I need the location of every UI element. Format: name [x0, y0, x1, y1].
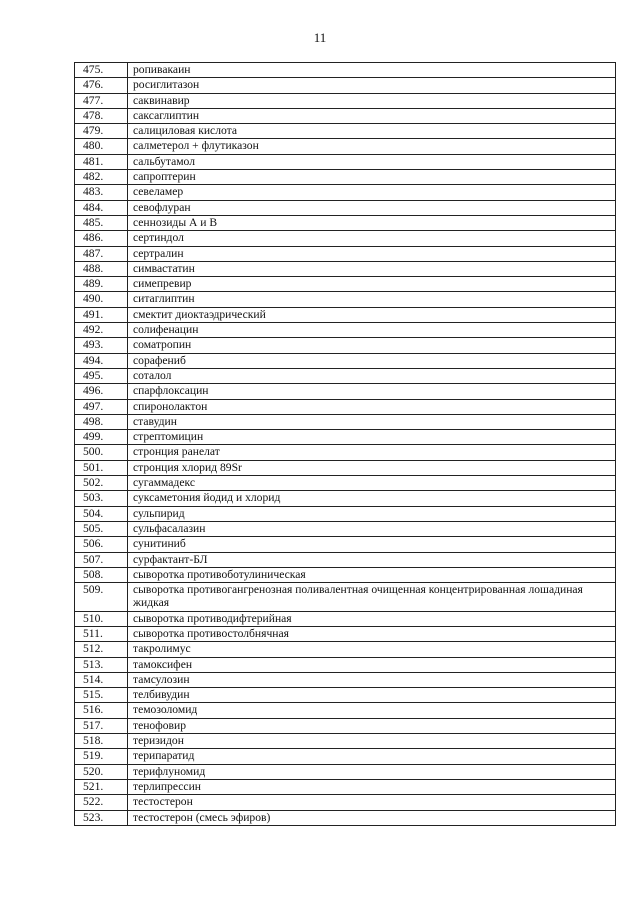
- drug-name: симепревир: [128, 277, 616, 292]
- drug-name: тестостерон: [128, 795, 616, 810]
- drug-name: симвастатин: [128, 261, 616, 276]
- table-row: [75, 261, 616, 276]
- row-number: 511.: [75, 626, 128, 641]
- drug-name: сапроптерин: [128, 170, 616, 185]
- drug-name: сертралин: [128, 246, 616, 261]
- drug-name: спарфлоксацин: [128, 384, 616, 399]
- row-number: 485.: [75, 215, 128, 230]
- table-row: [75, 642, 616, 657]
- row-number: 502.: [75, 476, 128, 491]
- drug-name: стрептомицин: [128, 430, 616, 445]
- drug-name: терлипрессин: [128, 779, 616, 794]
- drug-name: сунитиниб: [128, 537, 616, 552]
- drug-name: сыворотка противостолбнячная: [128, 626, 616, 641]
- drug-name: смектит диоктаэдрический: [128, 307, 616, 322]
- table-row: [75, 399, 616, 414]
- drug-name: суксаметония йодид и хлорид: [128, 491, 616, 506]
- row-number: 498.: [75, 414, 128, 429]
- table-row: [75, 521, 616, 536]
- row-number: 505.: [75, 521, 128, 536]
- table-row: [75, 795, 616, 810]
- table-row: [75, 672, 616, 687]
- table-row: [75, 215, 616, 230]
- row-number: 476.: [75, 78, 128, 93]
- row-number: 492.: [75, 323, 128, 338]
- row-number: 514.: [75, 672, 128, 687]
- drug-list-body: [75, 63, 616, 826]
- drug-name: сальбутамол: [128, 154, 616, 169]
- table-row: [75, 353, 616, 368]
- table-row: [75, 626, 616, 641]
- table-row: [75, 611, 616, 626]
- drug-name: темозоломид: [128, 703, 616, 718]
- row-number: 482.: [75, 170, 128, 185]
- drug-name: терипаратид: [128, 749, 616, 764]
- row-number: 487.: [75, 246, 128, 261]
- table-row: [75, 734, 616, 749]
- row-number: 508.: [75, 567, 128, 582]
- row-number: 507.: [75, 552, 128, 567]
- row-number: 478.: [75, 108, 128, 123]
- row-number: 484.: [75, 200, 128, 215]
- row-number: 490.: [75, 292, 128, 307]
- drug-name: севофлуран: [128, 200, 616, 215]
- drug-name: солифенацин: [128, 323, 616, 338]
- table-row: [75, 414, 616, 429]
- drug-name: теризидон: [128, 734, 616, 749]
- drug-name: сыворотка противоботулиническая: [128, 567, 616, 582]
- row-number: 521.: [75, 779, 128, 794]
- row-number: 520.: [75, 764, 128, 779]
- drug-name: стронция ранелат: [128, 445, 616, 460]
- table-row: [75, 460, 616, 475]
- table-row: [75, 810, 616, 825]
- table-row: [75, 384, 616, 399]
- drug-name: спиронолактон: [128, 399, 616, 414]
- row-number: 475.: [75, 63, 128, 78]
- row-number: 513.: [75, 657, 128, 672]
- table-row: [75, 368, 616, 383]
- table-row: [75, 537, 616, 552]
- row-number: 481.: [75, 154, 128, 169]
- drug-name: саквинавир: [128, 93, 616, 108]
- table-row: [75, 200, 616, 215]
- row-number: 493.: [75, 338, 128, 353]
- row-number: 480.: [75, 139, 128, 154]
- drug-name: салметерол + флутиказон: [128, 139, 616, 154]
- row-number: 494.: [75, 353, 128, 368]
- table-row: [75, 63, 616, 78]
- drug-name: сульфасалазин: [128, 521, 616, 536]
- table-row: [75, 445, 616, 460]
- table-row: [75, 246, 616, 261]
- page-number: 11: [313, 30, 327, 45]
- drug-name: терифлуномид: [128, 764, 616, 779]
- drug-name: сугаммадекс: [128, 476, 616, 491]
- table-row: [75, 154, 616, 169]
- table-row: [75, 185, 616, 200]
- row-number: 522.: [75, 795, 128, 810]
- table-row: [75, 292, 616, 307]
- drug-name: росиглитазон: [128, 78, 616, 93]
- row-number: 503.: [75, 491, 128, 506]
- table-row: [75, 108, 616, 123]
- table-row: [75, 307, 616, 322]
- row-number: 523.: [75, 810, 128, 825]
- drug-name: сыворотка противогангренозная поливалентная очищенная концентрированная лошадиная жидкая: [128, 583, 616, 612]
- row-number: 477.: [75, 93, 128, 108]
- drug-name: сертиндол: [128, 231, 616, 246]
- table-row: [75, 718, 616, 733]
- drug-list-table: [74, 62, 616, 826]
- table-row: [75, 93, 616, 108]
- table-row: [75, 779, 616, 794]
- row-number: 501.: [75, 460, 128, 475]
- table-row: [75, 583, 616, 612]
- drug-name: саксаглиптин: [128, 108, 616, 123]
- table-row: [75, 703, 616, 718]
- row-number: 489.: [75, 277, 128, 292]
- table-row: [75, 476, 616, 491]
- table-row: [75, 78, 616, 93]
- row-number: 504.: [75, 506, 128, 521]
- drug-name: ропивакаин: [128, 63, 616, 78]
- table-row: [75, 124, 616, 139]
- drug-name: севеламер: [128, 185, 616, 200]
- row-number: 496.: [75, 384, 128, 399]
- row-number: 517.: [75, 718, 128, 733]
- table-row: [75, 552, 616, 567]
- row-number: 519.: [75, 749, 128, 764]
- row-number: 491.: [75, 307, 128, 322]
- drug-name: тамоксифен: [128, 657, 616, 672]
- table-row: [75, 688, 616, 703]
- row-number: 479.: [75, 124, 128, 139]
- row-number: 483.: [75, 185, 128, 200]
- drug-name: такролимус: [128, 642, 616, 657]
- table-row: [75, 506, 616, 521]
- table-row: [75, 567, 616, 582]
- table-row: [75, 749, 616, 764]
- table-row: [75, 323, 616, 338]
- drug-name: сульпирид: [128, 506, 616, 521]
- drug-name: тестостерон (смесь эфиров): [128, 810, 616, 825]
- table-row: [75, 277, 616, 292]
- drug-name: сорафениб: [128, 353, 616, 368]
- table-row: [75, 338, 616, 353]
- row-number: 486.: [75, 231, 128, 246]
- drug-name: тамсулозин: [128, 672, 616, 687]
- table-row: [75, 139, 616, 154]
- drug-name: салициловая кислота: [128, 124, 616, 139]
- table-row: [75, 231, 616, 246]
- row-number: 518.: [75, 734, 128, 749]
- table-row: [75, 170, 616, 185]
- drug-name: ставудин: [128, 414, 616, 429]
- drug-name: соталол: [128, 368, 616, 383]
- drug-name: тенофовир: [128, 718, 616, 733]
- row-number: 499.: [75, 430, 128, 445]
- table-row: [75, 657, 616, 672]
- drug-name: сыворотка противодифтерийная: [128, 611, 616, 626]
- row-number: 512.: [75, 642, 128, 657]
- row-number: 495.: [75, 368, 128, 383]
- drug-name: стронция хлорид 89Sr: [128, 460, 616, 475]
- row-number: 515.: [75, 688, 128, 703]
- drug-name: сурфактант-БЛ: [128, 552, 616, 567]
- drug-name: сеннозиды А и В: [128, 215, 616, 230]
- row-number: 497.: [75, 399, 128, 414]
- table-row: [75, 764, 616, 779]
- row-number: 488.: [75, 261, 128, 276]
- row-number: 506.: [75, 537, 128, 552]
- table-row: [75, 430, 616, 445]
- drug-name: соматропин: [128, 338, 616, 353]
- table-row: [75, 491, 616, 506]
- row-number: 500.: [75, 445, 128, 460]
- row-number: 510.: [75, 611, 128, 626]
- drug-name: ситаглиптин: [128, 292, 616, 307]
- row-number: 516.: [75, 703, 128, 718]
- drug-name: телбивудин: [128, 688, 616, 703]
- row-number: 509.: [75, 583, 128, 612]
